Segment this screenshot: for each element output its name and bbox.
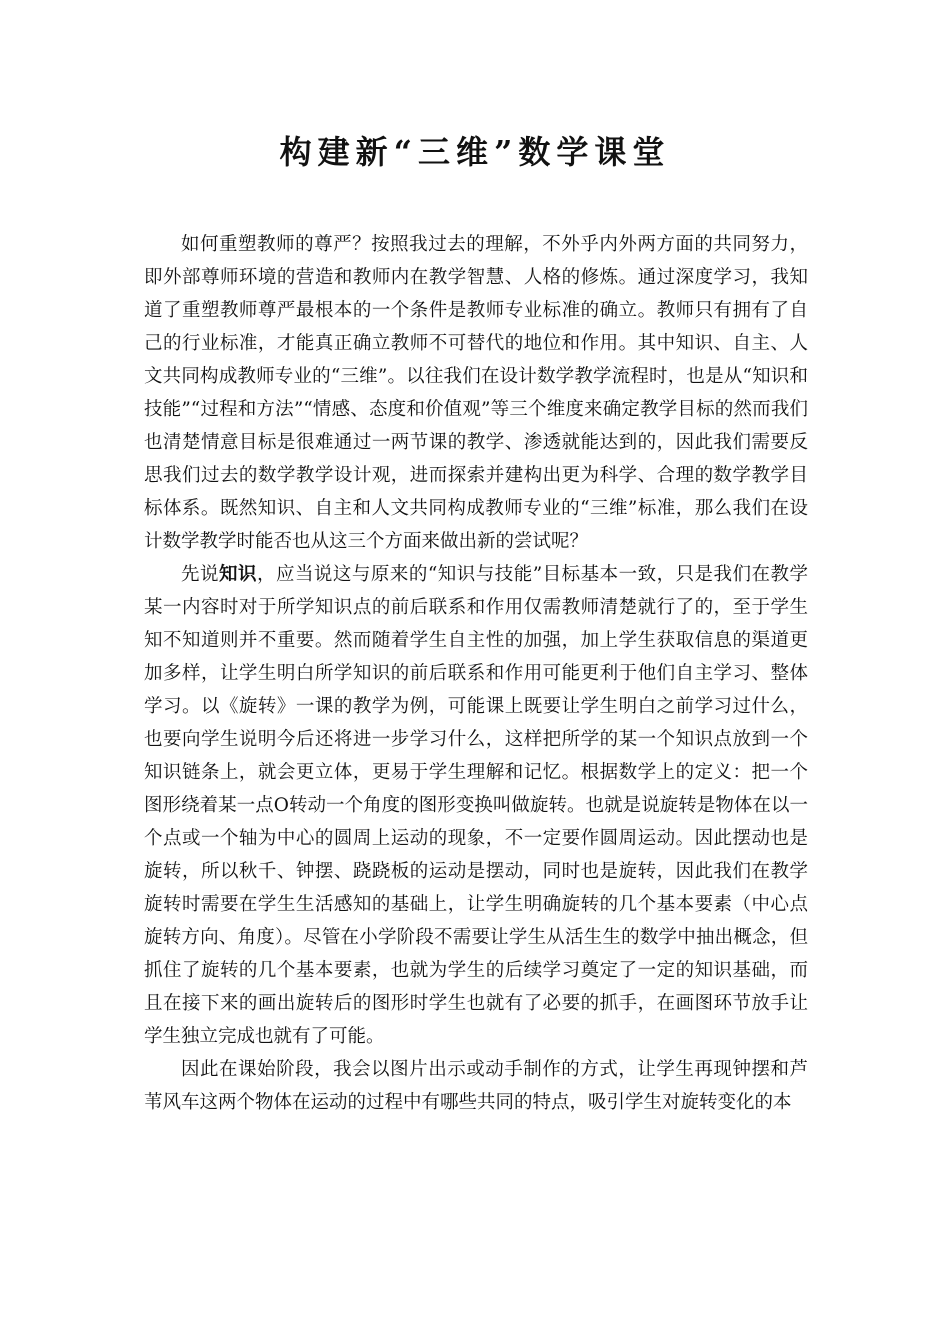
paragraph-1-text: 如何重塑教师的尊严？按照我过去的理解，不外乎内外两方面的共同努力，即外部尊师环境的营造和教师内在教学智慧、人格的修炼。通过深度学习，我知道了重塑教师尊严最根本的一个条件是教师专业标准的确立。教师只有拥有了自己的行业标准，才能真正确立教师不可替代的地位和作用。其中知识、自主、人文共同构成教师专业的“三维”。以往我们在设计数学教学流程时，也是从“知识和技能”“过程和方法”“情感、态度和价值观”等三个维度来确定教学目标的然而我们也清楚情意目标是很难通过一两节课的教学、渗透就能达到的，因此我们需要反思我们过去的数学教学设计观，进而探索并建构出更为科学、合理的数学教学目标体系。既然知识、自主和人文共同构成教师专业的“三维”标准，那么我们在设计数学教学时能否也从这三个方面来做出新的尝试呢？ <box>144 234 808 552</box>
paragraph-3 <box>144 1053 808 1119</box>
paragraph-2-prefix: 先说 <box>181 564 219 585</box>
paragraph-2 <box>144 558 808 1053</box>
document-body <box>144 228 808 1119</box>
paragraph-2-text: ，应当说这与原来的“知识与技能”目标基本一致，只是我们在教学某一内容时对于所学知识点的前后联系和作用仅需教师清楚就行了的，至于学生知不知道则并不重要。然而随着学生自主性的加强，加上学生获取信息的渠道更加多样，让学生明白所学知识的前后联系和作用可能更利于他们自主学习、整体学习。以《旋转》一课的教学为例，可能课上既要让学生明白之前学习过什么，也要向学生说明今后还将进一步学习什么，这样把所学的某一个知识点放到一个知识链条上，就会更立体，更易于学生理解和记忆。根据数学上的定义：把一个图形绕着某一点O转动一个角度的图形变换叫做旋转。也就是说旋转是物体在以一个点或一个轴为中心的圆周上运动的现象，不一定要作圆周运动。因此摆动也是旋转，所以秋千、钟摆、跷跷板的运动是摆动，同时也是旋转，因此我们在教学旋转时需要在学生生活感知的基础上，让学生明确旋转的几个基本要素（中心点旋转方向、角度）。尽管在小学阶段不需要让学生从活生生的数学中抽出概念，但抓住了旋转的几个基本要素，也就为学生的后续学习奠定了一定的知识基础，而且在接下来的画出旋转后的图形时学生也就有了必要的抓手，在画图环节放手让学生独立完成也就有了可能。 <box>144 564 808 1047</box>
paragraph-1 <box>144 228 808 558</box>
paragraph-2-emphasis: 知识 <box>218 564 257 585</box>
page-title: 构建新“三维”数学课堂 <box>279 133 671 171</box>
paragraph-3-text: 因此在课始阶段，我会以图片出示或动手制作的方式，让学生再现钟摆和芦苇风车这两个物体在运动的过程中有哪些共同的特点，吸引学生对旋转变化的本 <box>144 1059 808 1113</box>
